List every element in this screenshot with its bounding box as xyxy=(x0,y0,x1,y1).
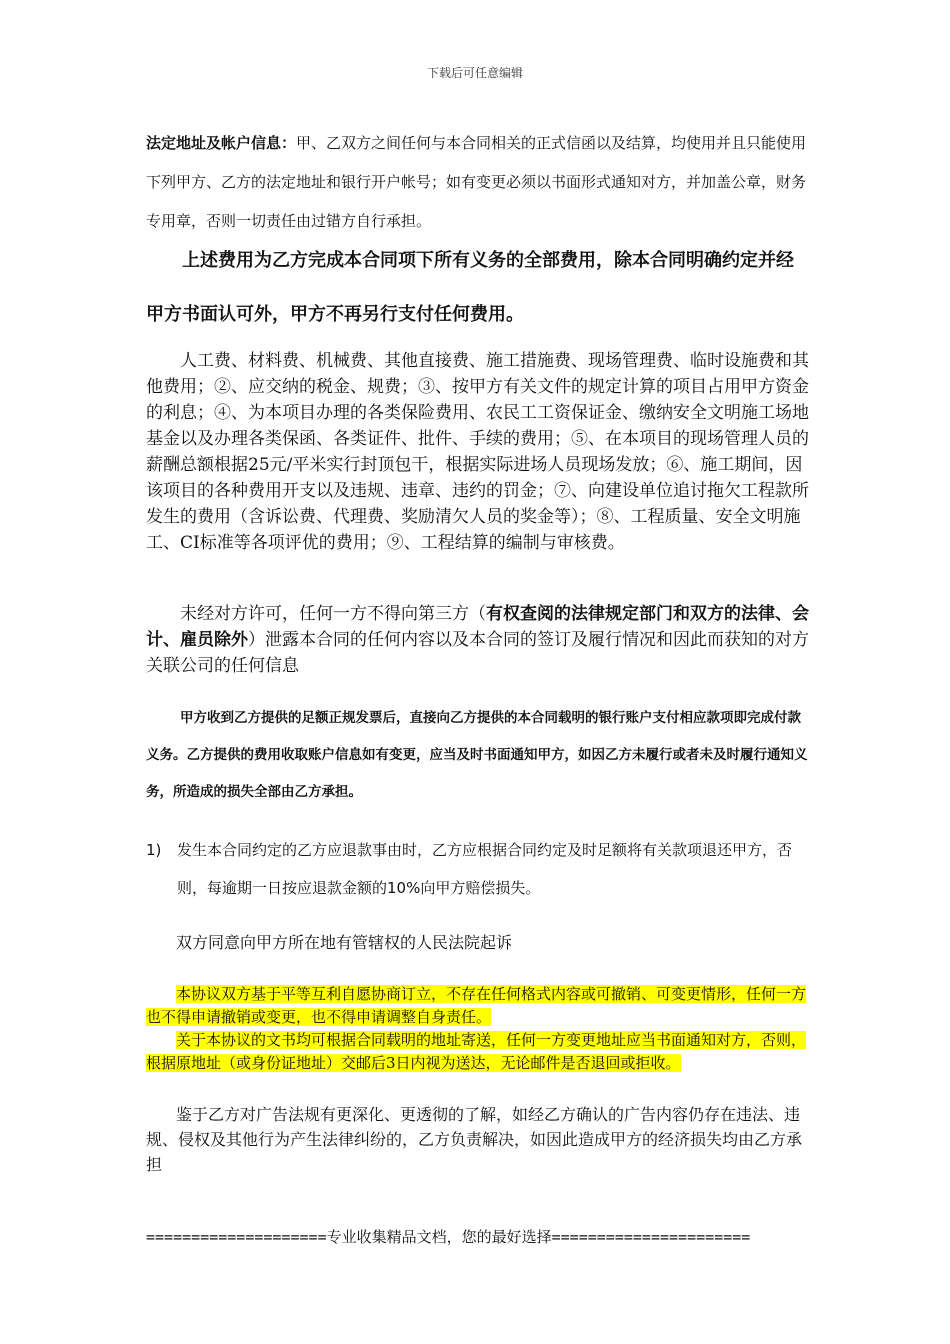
highlighted-clauses xyxy=(146,983,810,1075)
confidentiality-part2: ）泄露本合同的任何内容以及本合同的签订及履行情况和因此而获知的对方关联公司的任何信息 xyxy=(146,630,809,676)
fee-statement: 上述费用为乙方完成本合同项下所有义务的全部费用，除本合同明确约定并经甲方书面认可外，甲方不再另行支付任何费用。 xyxy=(146,250,794,325)
payment-clause: 甲方收到乙方提供的足额正规发票后，直接向乙方提供的本合同载明的银行账户支付相应款项即完成付款义务。乙方提供的费用收取账户信息如有变更，应当及时书面通知甲方，如因乙方未履行或者未及时履行通知义务，所造成的损失全部由乙方承担。 xyxy=(146,710,808,800)
address-clause-label: 法定地址及帐户信息： xyxy=(146,134,297,152)
highlighted-para-2-text: 关于本协议的文书均可根据合同载明的地址寄送，任何一方变更地址应当书面通知对方，否则，根据原地址（或身份证地址）交邮后3日内视为送达，无论邮件是否退回或拒收。 xyxy=(146,1031,807,1072)
confidentiality-clause xyxy=(146,601,810,679)
highlighted-para-1 xyxy=(146,983,810,1029)
highlighted-para-1-text: 本协议双方基于平等互利自愿协商订立，不存在任何格式内容或可撤销、可变更情形，任何一方也不得申请撤销或变更，也不得申请调整自身责任。 xyxy=(146,985,807,1026)
refund-clause-number: 1) xyxy=(146,841,162,859)
page-footer: ====================专业收集精品文档，您的最好选择====================== xyxy=(146,1228,751,1246)
address-clause-body: 甲、乙双方之间任何与本合同相关的正式信函以及结算，均使用并且只能使用下列甲方、乙方的法定地址和银行开户帐号；如有变更必须以书面形式通知对方，并加盖公章，财务专用章，否则一切责任由过错方自行承担。 xyxy=(146,134,807,230)
address-clause xyxy=(146,124,810,241)
cost-items-paragraph: 人工费、材料费、机械费、其他直接费、施工措施费、现场管理费、临时设施费和其他费用；②、应交纳的税金、规费；③、按甲方有关文件的规定计算的项目占用甲方资金的利息；④、为本项目办理的各类保险费用、农民工工资保证金、缴纳安全文明施工场地基金以及办理各类保函、各类证件、批件、手续的费用；⑤、在本项目的现场管理人员的薪酬总额根据25元/平米实行封顶包干，根据实际进场人员现场发放；⑥、施工期间，因该项目的各种费用开支以及违规、违章、违约的罚金；⑦、向建设单位追讨拖欠工程款所发生的费用（含诉讼费、代理费、奖励清欠人员的奖金等）；⑧、工程质量、安全文明施工、CI标准等各项评优的费用；⑨、工程结算的编制与审核费。 xyxy=(146,351,809,553)
confidentiality-exception: 有权查阅的法律规定部门和双方的法律、会计、雇员除外 xyxy=(146,604,809,650)
refund-clause-text: 发生本合同约定的乙方应退款事由时，乙方应根据合同约定及时足额将有关款项退还甲方，否则，每逾期一日按应退款金额的10%向甲方赔偿损失。 xyxy=(177,841,793,897)
page-header: 下载后可任意编辑 xyxy=(426,66,523,80)
jurisdiction-clause: 双方同意向甲方所在地有管辖权的人民法院起诉 xyxy=(176,933,513,952)
confidentiality-part1: 未经对方许可，任何一方不得向第三方（ xyxy=(180,604,486,624)
advertising-clause: 鉴于乙方对广告法规有更深化、更透彻的了解，如经乙方确认的广告内容仍存在违法、违规、侵权及其他行为产生法律纠纷的，乙方负责解决，如因此造成甲方的经济损失均由乙方承担 xyxy=(146,1105,803,1174)
refund-clause xyxy=(146,831,810,907)
highlighted-para-2 xyxy=(146,1029,810,1075)
